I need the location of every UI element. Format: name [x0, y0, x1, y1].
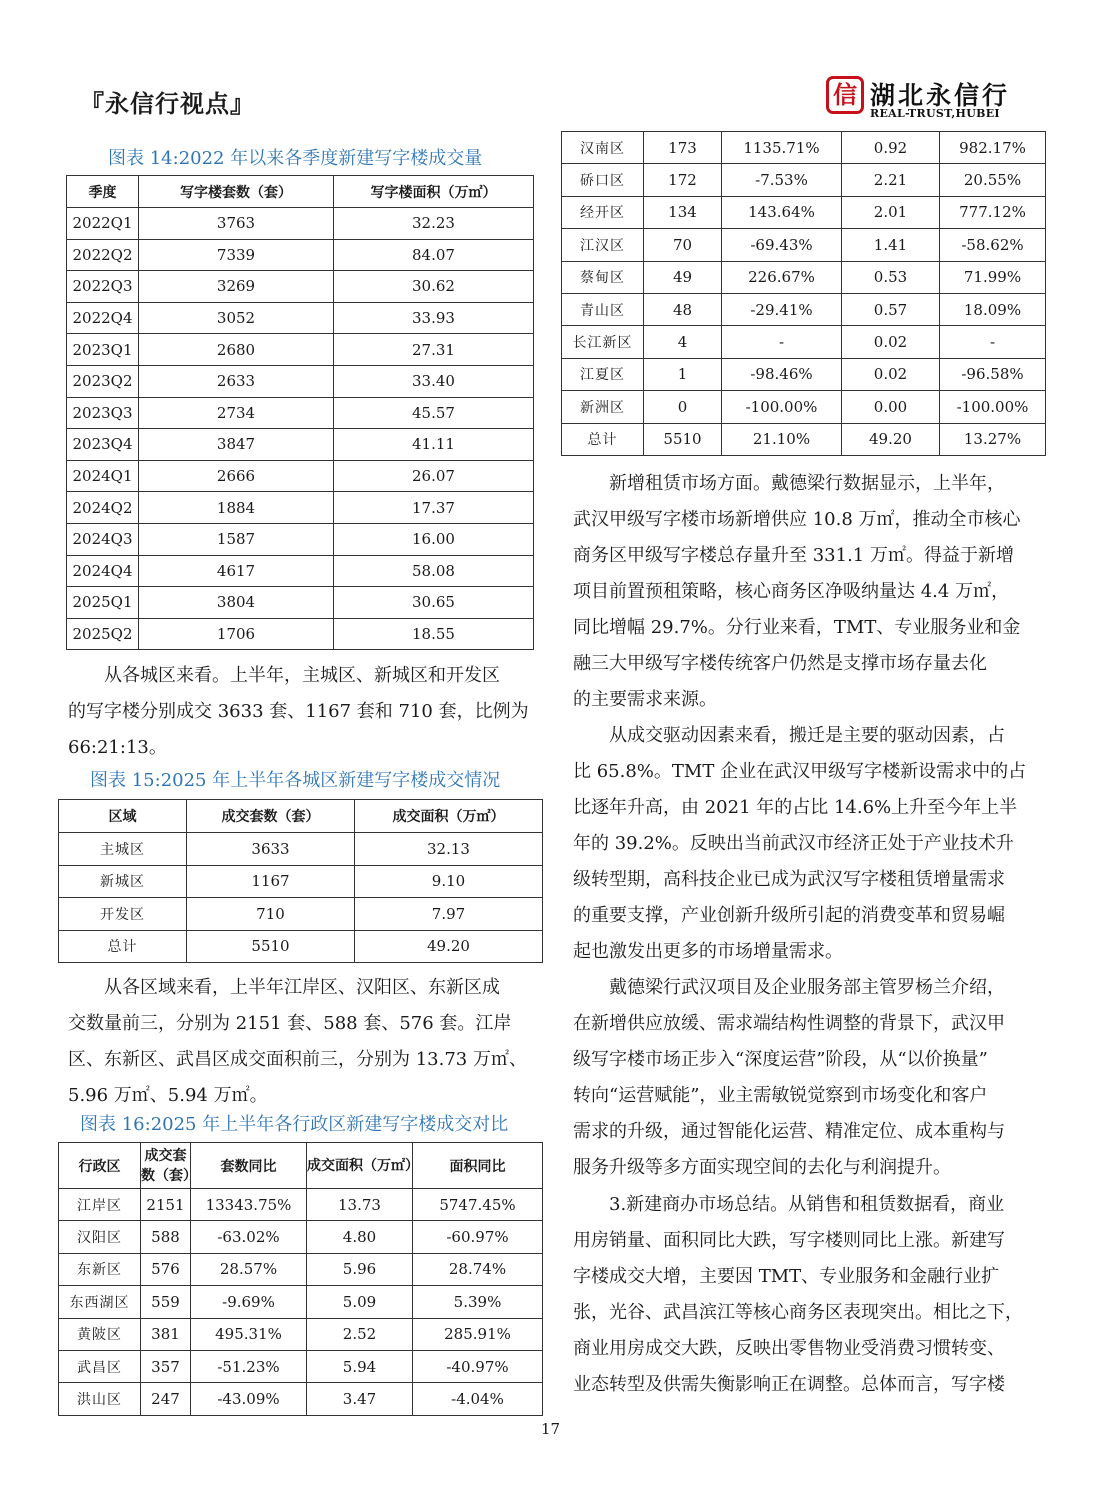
table-cell: 2633 — [139, 365, 334, 397]
text-line: 武汉甲级写字楼市场新增供应 10.8 万㎡，推动全市核心 — [573, 509, 1021, 530]
table15 — [58, 799, 543, 963]
text-line: 从各城区来看。上半年，主城区、新城区和开发区 — [104, 665, 500, 686]
table-cell: 江夏区 — [562, 358, 644, 390]
table-cell: 3847 — [139, 429, 334, 461]
table-row — [562, 132, 1046, 164]
table-cell: 4.80 — [307, 1221, 413, 1253]
table-cell: 0.02 — [842, 326, 940, 358]
table-row — [59, 1221, 543, 1253]
page-number: 17 — [541, 1420, 561, 1438]
table-cell: 东新区 — [59, 1253, 141, 1285]
table-cell: 2.21 — [842, 164, 940, 196]
text-line: 比 65.8%。TMT 企业在武汉甲级写字楼新设需求中的占 — [573, 761, 1027, 782]
text-line: 在新增供应放缓、需求端结构性调整的背景下，武汉甲 — [573, 1013, 1005, 1034]
table-cell: 硚口区 — [562, 164, 644, 196]
table-cell: 江汉区 — [562, 229, 644, 261]
table-cell: -51.23% — [191, 1350, 307, 1382]
table15-caption: 图表 15:2025 年上半年各城区新建写字楼成交情况 — [90, 770, 501, 791]
table-cell: 1.41 — [842, 229, 940, 261]
table-cell: 559 — [141, 1286, 191, 1318]
table-cell: 2022Q1 — [67, 208, 139, 240]
table-row — [67, 587, 534, 619]
table-row — [67, 365, 534, 397]
table-row — [59, 1350, 543, 1382]
table-cell: 2024Q2 — [67, 492, 139, 524]
table-cell: 汉阳区 — [59, 1221, 141, 1253]
table-cell: 13.73 — [307, 1189, 413, 1221]
table-cell: 洪山区 — [59, 1383, 141, 1415]
table-row — [67, 239, 534, 271]
text-line: 张，光谷、武昌滨江等核心商务区表现突出。相比之下， — [573, 1302, 1023, 1323]
table-cell: 1 — [644, 358, 722, 390]
table-cell: 588 — [141, 1221, 191, 1253]
table-cell: 2024Q4 — [67, 555, 139, 587]
table14 — [66, 175, 534, 650]
table-cell: 2666 — [139, 460, 334, 492]
table-cell: 134 — [644, 196, 722, 228]
table-cell: 27.31 — [334, 334, 534, 366]
table16-header: 行政区 — [59, 1143, 141, 1189]
table-row — [67, 302, 534, 334]
table-cell: 32.13 — [355, 833, 543, 866]
table-cell: 2024Q1 — [67, 460, 139, 492]
table15-header: 成交面积（万㎡） — [355, 800, 543, 833]
table-cell: 20.55% — [940, 164, 1046, 196]
table16-caption: 图表 16:2025 年上半年各行政区新建写字楼成交对比 — [80, 1114, 509, 1135]
table14-header: 季度 — [67, 176, 139, 208]
table-cell: 777.12% — [940, 196, 1046, 228]
company-logo — [826, 76, 1041, 120]
paragraph-regions — [68, 970, 533, 1114]
text-line: 需求的升级，通过智能化运营、精准定位、成本重构与 — [573, 1121, 1005, 1142]
text-line: 区、东新区、武昌区成交面积前三，分别为 13.73 万㎡、 — [68, 1049, 527, 1070]
table-cell: 495.31% — [191, 1318, 307, 1350]
table16-header: 面积同比 — [413, 1143, 543, 1189]
table-cell: 1135.71% — [722, 132, 842, 164]
table16 — [58, 1142, 543, 1416]
table-row — [59, 1253, 543, 1285]
table-cell: 173 — [644, 132, 722, 164]
text-line: 66:21:13。 — [68, 737, 167, 758]
table-cell: 2024Q3 — [67, 523, 139, 555]
table-cell: 172 — [644, 164, 722, 196]
text-line: 交数量前三，分别为 2151 套、588 套、576 套。江岸 — [68, 1013, 512, 1034]
table15-header: 成交套数（套） — [187, 800, 355, 833]
table-row — [562, 164, 1046, 196]
table-cell: 3804 — [139, 587, 334, 619]
table-cell: 13.27% — [940, 423, 1046, 455]
table-row — [67, 271, 534, 303]
table-cell: 16.00 — [334, 523, 534, 555]
table-cell: 主城区 — [59, 833, 187, 866]
table-cell: - — [940, 326, 1046, 358]
table-cell: -43.09% — [191, 1383, 307, 1415]
table-cell: 18.55 — [334, 618, 534, 650]
paragraph-expert-quote — [573, 970, 1035, 1186]
text-line: 年的 39.2%。反映出当前武汉市经济正处于产业技术升 — [573, 833, 1014, 854]
table-row — [59, 865, 543, 898]
table-cell: -98.46% — [722, 358, 842, 390]
table-cell: 2023Q2 — [67, 365, 139, 397]
text-line: 转向“运营赋能”，业主需敏锐觉察到市场变化和客户 — [573, 1085, 988, 1106]
table-row — [67, 555, 534, 587]
table-cell: 长江新区 — [562, 326, 644, 358]
page-header-title: 『永信行视点』 — [80, 90, 255, 118]
table-cell: 2.01 — [842, 196, 940, 228]
table-cell: 2025Q1 — [67, 587, 139, 619]
table-cell: 新洲区 — [562, 391, 644, 423]
table-row — [59, 898, 543, 931]
table-cell: 5510 — [187, 930, 355, 963]
table-cell: 2023Q1 — [67, 334, 139, 366]
table-cell: 3633 — [187, 833, 355, 866]
table-cell: 26.07 — [334, 460, 534, 492]
table-cell: -9.69% — [191, 1286, 307, 1318]
logo-english-name: REAL-TRUST,HUBEI — [870, 107, 1000, 120]
table-cell: 2022Q3 — [67, 271, 139, 303]
text-line: 业态转型及供需失衡影响正在调整。总体而言，写字楼 — [573, 1374, 1005, 1395]
table-cell: 4 — [644, 326, 722, 358]
text-line: 字楼成交大增，主要因 TMT、专业服务和金融行业扩 — [573, 1266, 1000, 1287]
text-line: 比逐年升高，由 2021 年的占比 14.6%上升至今年上半 — [573, 797, 1018, 818]
table-row — [67, 460, 534, 492]
text-line: 商业用房成交大跌，反映出零售物业受消费习惯转变、 — [573, 1338, 1005, 1359]
logo-chinese-name: 湖北永信行 — [870, 81, 1011, 110]
table-cell: -40.97% — [413, 1350, 543, 1382]
paragraph-districts — [68, 658, 533, 766]
table-row — [562, 196, 1046, 228]
table-cell: 汉南区 — [562, 132, 644, 164]
text-line: 戴德梁行武汉项目及企业服务部主管罗杨兰介绍， — [609, 977, 1005, 998]
table-cell: 58.08 — [334, 555, 534, 587]
text-line: 级转型期，高科技企业已成为武汉写字楼租赁增量需求 — [573, 869, 1005, 890]
table-row — [67, 523, 534, 555]
table-cell: 0.53 — [842, 261, 940, 293]
table-cell: 2680 — [139, 334, 334, 366]
table-cell: -4.04% — [413, 1383, 543, 1415]
table-row — [67, 208, 534, 240]
table-cell: 710 — [187, 898, 355, 931]
table-cell: 2023Q4 — [67, 429, 139, 461]
table-row — [67, 618, 534, 650]
table-cell: -58.62% — [940, 229, 1046, 261]
table-row — [562, 293, 1046, 325]
paragraph-leasing — [573, 466, 1035, 718]
table-cell: 30.65 — [334, 587, 534, 619]
table-cell: 4617 — [139, 555, 334, 587]
table-cell: 总计 — [59, 930, 187, 963]
table-cell: 2.52 — [307, 1318, 413, 1350]
paragraph-drivers — [573, 718, 1035, 970]
table-cell: -7.53% — [722, 164, 842, 196]
table-cell: 2023Q3 — [67, 397, 139, 429]
table-cell: 357 — [141, 1350, 191, 1382]
table-row — [562, 391, 1046, 423]
table-cell: 经开区 — [562, 196, 644, 228]
table-cell: 982.17% — [940, 132, 1046, 164]
table-cell: 33.40 — [334, 365, 534, 397]
table-row — [59, 930, 543, 963]
table14-header: 写字楼面积（万㎡） — [334, 176, 534, 208]
table-row — [59, 833, 543, 866]
table-cell: - — [722, 326, 842, 358]
table-cell: 开发区 — [59, 898, 187, 931]
table-cell: 5.39% — [413, 1286, 543, 1318]
table-cell: 0.02 — [842, 358, 940, 390]
text-line: 从成交驱动因素来看，搬迁是主要的驱动因素，占 — [609, 725, 1005, 746]
table-cell: 2025Q2 — [67, 618, 139, 650]
table-cell: 32.23 — [334, 208, 534, 240]
table-row — [67, 429, 534, 461]
table-cell: 总计 — [562, 423, 644, 455]
table-cell: 1167 — [187, 865, 355, 898]
text-line: 的重要支撑，产业创新升级所引起的消费变革和贸易崛 — [573, 905, 1005, 926]
table-cell: 1587 — [139, 523, 334, 555]
table-cell: -63.02% — [191, 1221, 307, 1253]
table-cell: 7.97 — [355, 898, 543, 931]
table-cell: 285.91% — [413, 1318, 543, 1350]
seal-icon: 信 — [826, 76, 864, 114]
table16-header: 成交套数（套） — [141, 1143, 191, 1189]
table-cell: 143.64% — [722, 196, 842, 228]
table-cell: 247 — [141, 1383, 191, 1415]
table-cell: 江岸区 — [59, 1189, 141, 1221]
table-row — [59, 1286, 543, 1318]
table-cell: -60.97% — [413, 1221, 543, 1253]
table-cell: 49.20 — [842, 423, 940, 455]
table-cell: 2734 — [139, 397, 334, 429]
paragraph-summary — [573, 1187, 1035, 1403]
table-cell: 13343.75% — [191, 1189, 307, 1221]
table-cell: 黄陂区 — [59, 1318, 141, 1350]
table-row — [67, 334, 534, 366]
table-cell: 3269 — [139, 271, 334, 303]
table16-continued — [561, 131, 1046, 456]
text-line: 5.96 万㎡、5.94 万㎡。 — [68, 1085, 268, 1106]
text-line: 融三大甲级写字楼传统客户仍然是支撑市场存量去化 — [573, 653, 987, 674]
table-cell: 3052 — [139, 302, 334, 334]
table-cell: -69.43% — [722, 229, 842, 261]
table-row — [562, 229, 1046, 261]
table-row — [59, 1383, 543, 1415]
table-cell: 28.57% — [191, 1253, 307, 1285]
text-line: 项目前置预租策略，核心商务区净吸纳量达 4.4 万㎡， — [573, 581, 1010, 602]
table14-caption: 图表 14:2022 年以来各季度新建写字楼成交量 — [108, 148, 483, 169]
table-cell: -29.41% — [722, 293, 842, 325]
table-cell: 2022Q4 — [67, 302, 139, 334]
table-row — [562, 358, 1046, 390]
table-cell: -100.00% — [940, 391, 1046, 423]
table-cell: 49 — [644, 261, 722, 293]
table-cell: 33.93 — [334, 302, 534, 334]
table-cell: 70 — [644, 229, 722, 261]
table-cell: 17.37 — [334, 492, 534, 524]
table-cell: 71.99% — [940, 261, 1046, 293]
table-row — [562, 261, 1046, 293]
table-cell: 2151 — [141, 1189, 191, 1221]
table-cell: 381 — [141, 1318, 191, 1350]
table-cell: 48 — [644, 293, 722, 325]
table-cell: 0.57 — [842, 293, 940, 325]
table-cell: 576 — [141, 1253, 191, 1285]
table-cell: 9.10 — [355, 865, 543, 898]
text-line: 服务升级等多方面实现空间的去化与利润提升。 — [573, 1157, 951, 1178]
table-cell: 青山区 — [562, 293, 644, 325]
table-row — [59, 1189, 543, 1221]
table-cell: 武昌区 — [59, 1350, 141, 1382]
table-row — [67, 397, 534, 429]
table-cell: 45.57 — [334, 397, 534, 429]
table-cell: 41.11 — [334, 429, 534, 461]
table-cell: 30.62 — [334, 271, 534, 303]
table-cell: 2022Q2 — [67, 239, 139, 271]
table-cell: 1884 — [139, 492, 334, 524]
text-line: 的主要需求来源。 — [573, 689, 717, 710]
table-cell: 新城区 — [59, 865, 187, 898]
text-line: 级写字楼市场正步入“深度运营”阶段，从“以价换量” — [573, 1049, 988, 1070]
table-cell: 18.09% — [940, 293, 1046, 325]
table-row — [562, 423, 1046, 455]
table-row — [562, 326, 1046, 358]
table-cell: 28.74% — [413, 1253, 543, 1285]
table-cell: 5.09 — [307, 1286, 413, 1318]
table15-header: 区域 — [59, 800, 187, 833]
text-line: 用房销量、面积同比大跌，写字楼则同比上涨。新建写 — [573, 1230, 1005, 1251]
text-line: 3.新建商办市场总结。从销售和租赁数据看，商业 — [609, 1194, 1005, 1215]
table-cell: 49.20 — [355, 930, 543, 963]
table-cell: 0.00 — [842, 391, 940, 423]
text-line: 的写字楼分别成交 3633 套、1167 套和 710 套，比例为 — [68, 701, 529, 722]
table-cell: 0 — [644, 391, 722, 423]
table-cell: 5747.45% — [413, 1189, 543, 1221]
table-cell: 7339 — [139, 239, 334, 271]
table14-header: 写字楼套数（套） — [139, 176, 334, 208]
text-line: 从各区域来看，上半年江岸区、汉阳区、东新区成 — [104, 977, 500, 998]
table16-header: 成交面积（万㎡） — [307, 1143, 413, 1189]
table16-header: 套数同比 — [191, 1143, 307, 1189]
table-cell: 5510 — [644, 423, 722, 455]
text-line: 起也激发出更多的市场增量需求。 — [573, 941, 843, 962]
table-cell: 84.07 — [334, 239, 534, 271]
table-cell: 0.92 — [842, 132, 940, 164]
table-cell: 226.67% — [722, 261, 842, 293]
text-line: 同比增幅 29.7%。分行业来看，TMT、专业服务业和金 — [573, 617, 1021, 638]
table-cell: 5.94 — [307, 1350, 413, 1382]
table-cell: 21.10% — [722, 423, 842, 455]
table-cell: 东西湖区 — [59, 1286, 141, 1318]
table-cell: 3763 — [139, 208, 334, 240]
text-line: 新增租赁市场方面。戴德梁行数据显示，上半年， — [609, 473, 1005, 494]
table-cell: 5.96 — [307, 1253, 413, 1285]
text-line: 商务区甲级写字楼总存量升至 331.1 万㎡。得益于新增 — [573, 545, 1014, 566]
table-cell: 3.47 — [307, 1383, 413, 1415]
table-cell: -96.58% — [940, 358, 1046, 390]
table-row — [59, 1318, 543, 1350]
table-cell: -100.00% — [722, 391, 842, 423]
table-cell: 蔡甸区 — [562, 261, 644, 293]
table-row — [67, 492, 534, 524]
table-cell: 1706 — [139, 618, 334, 650]
